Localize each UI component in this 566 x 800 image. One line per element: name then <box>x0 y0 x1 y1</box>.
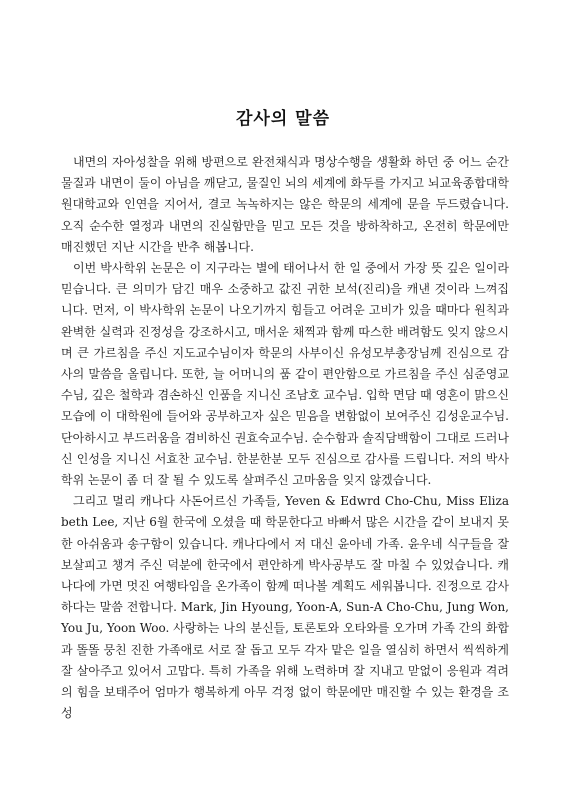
page-title: 감사의 말씀 <box>235 109 331 129</box>
paragraph-2: 이번 박사학위 논문은 이 지구라는 별에 태어나서 한 일 중에서 가장 뜻 깊은 일이라 믿습니다. 큰 의미가 담긴 매우 소중하고 값진 귀한 보석(진리)을 캐낸 것이라 느껴집니다. 먼저, 이 박사학위 논문이 나오기까지 힘들고 어려운 고비가 있을 때마다 원칙과 완벽한 실력과 진정성을 강조하시고, 매서운 채찍과 함께 따스한 배려함도 잊지 않으시며 큰 가르침을 주신 지도교수님이자 학문의 사부이신 유성모부총장님께 진심으로 감사의 말씀을 올립니다. 또한, 늘 어머니의 품 같이 편안함으로 가르침을 주신 심준영교수님, 깊은 철학과 겸손하신 인품을 지니신 조남호 교수님. 입학 면담 때 영혼이 맑으신 모습에 이 대학원에 들어와 공부하고자 싶은 믿음을 변함없이 보여주신 김성운교수님. 단아하시고 부드러움을 겸비하신 권효숙교수님. 순수함과 솔직담백함이 그대로 드러나신 인성을 지니신 서효찬 교수님. 한분한분 모두 진심으로 감사를 드립니다. 저의 박사학위 논문이 좀 더 잘 될 수 있도록 살펴주신 고마움을 잊지 않겠습니다. <box>61 261 509 488</box>
body-text <box>61 152 509 724</box>
paragraph-3: 그리고 멀리 캐나다 사돈어르신 가족들, Yeven & Edwrd Cho-Chu, Miss Elizabeth Lee, 지난 6월 한국에 오셨을 때 학문한다고 바빠서 많은 시간을 같이 보내지 못한 아쉬움과 송구함이 있습니다. 캐나다에서 저 대신 윤아네 가족. 윤우네 식구들을 잘 보살피고 챙겨 주신 덕분에 한국에서 편안하게 박사공부도 잘 마칠 수 있었습니다. 캐나다에 가면 멋진 여행타임을 온가족이 함께 떠나볼 계획도 세워봅니다. 진정으로 감사 하다는 말씀 전합니다. Mark, Jin Hyoung, Yoon-A, Sun-A Cho-Chu, Jung Won, You Ju, Yoon Woo. 사랑하는 나의 분신들, 토론토와 오타와를 오가며 가족 간의 화합과 똘똘 뭉친 진한 가족애로 서로 잘 돕고 모두 각자 맡은 일을 열심히 하면서 씩씩하게 잘 살아주고 있어서 고맙다. 특히 가족을 위해 노력하며 잘 지내고 맏없이 응원과 격려의 힘을 보태주어 엄마가 행복하게 아무 걱정 없이 학문에만 매진할 수 있는 환경을 조성 <box>61 494 509 721</box>
paragraph-1: 내면의 자아성찰을 위해 방편으로 완전채식과 명상수행을 생활화 하던 중 어느 순간 물질과 내면이 둘이 아님을 깨닫고, 물질인 뇌의 세계에 화두를 가지고 뇌교육종합대학원대학교와 인연을 지어서, 결코 녹녹하지는 않은 학문의 세계에 문을 두드렸습니다. 오직 순수한 열정과 내면의 진실함만을 믿고 모든 것을 방하착하고, 온전히 학문에만 매진했던 지난 시간을 반추 해봅니다. <box>61 155 509 254</box>
